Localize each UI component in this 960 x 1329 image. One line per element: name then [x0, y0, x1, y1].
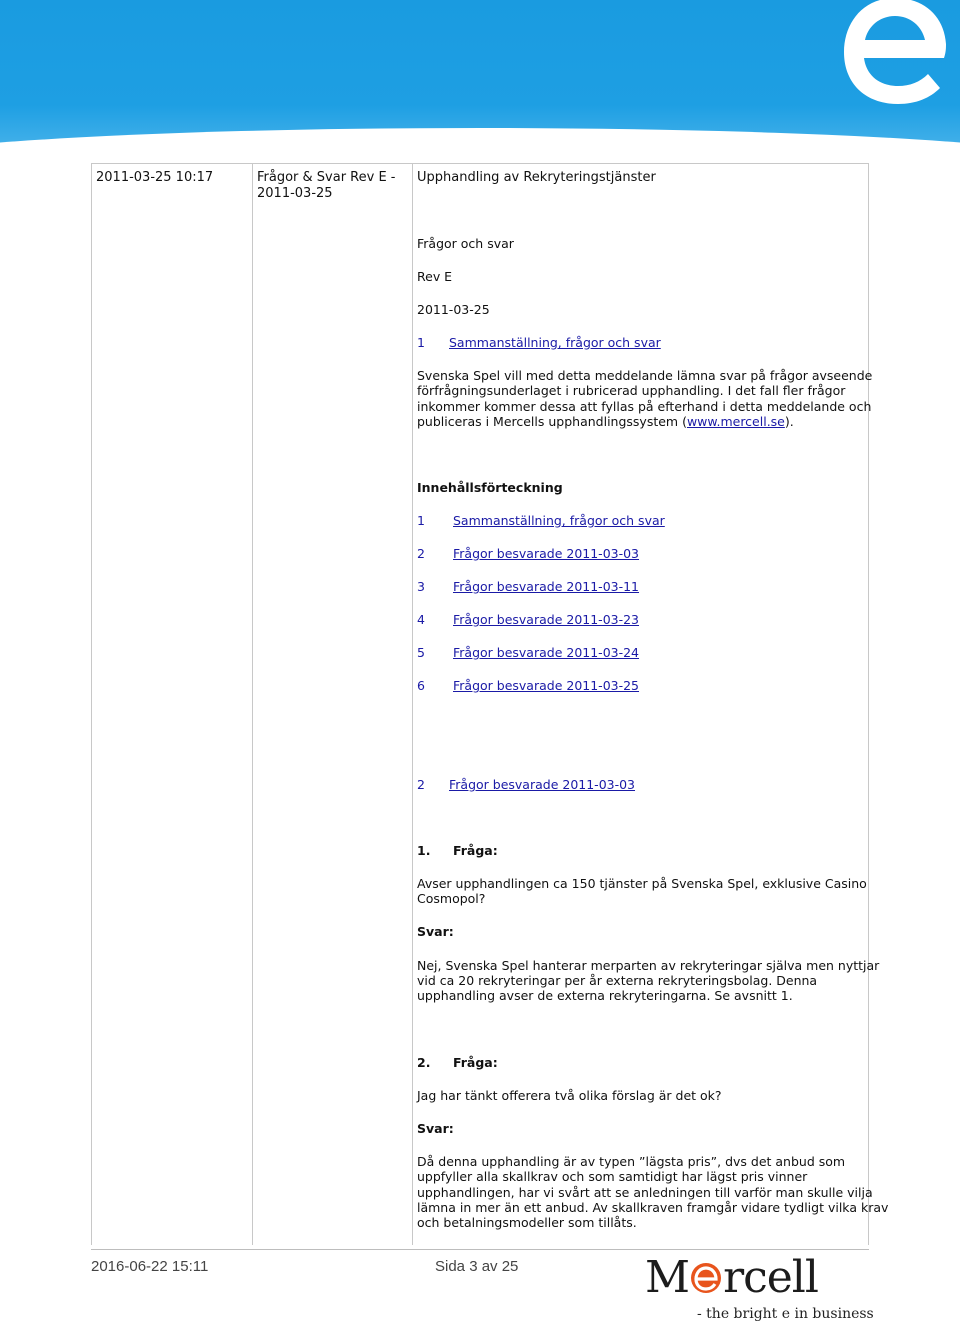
- question-text: Jag har tänkt offerera två olika förslag är det ok?: [417, 1088, 722, 1103]
- intro-line-last: [417, 414, 794, 430]
- toc-label: Frågor besvarade 2011-03-25: [453, 678, 640, 693]
- timestamp-cell: 2011-03-25 10:17: [96, 170, 214, 185]
- answer-label: Svar:: [417, 1121, 454, 1136]
- answer-text: upphandling avser de externa rekryteringarna. Se avsnitt 1.: [417, 988, 793, 1003]
- mercell-logo: [645, 1252, 874, 1322]
- answer-text: och betalningsmodeller som tillåts.: [417, 1215, 637, 1230]
- question-number: 1.: [417, 843, 431, 858]
- toc-label: Frågor besvarade 2011-03-11: [453, 579, 640, 594]
- toc-number: 5: [417, 645, 425, 660]
- answer-label: Svar:: [417, 924, 454, 939]
- toc-item[interactable]: [417, 546, 639, 562]
- section-2-link[interactable]: [417, 777, 635, 793]
- mercell-url-link[interactable]: www.mercell.se: [686, 414, 785, 429]
- document-table: [91, 163, 872, 1245]
- intro-line: förfrågningsunderlaget i rubricerad upphandling. I det fall fler frågor: [417, 383, 846, 398]
- toc-item[interactable]: [417, 513, 665, 529]
- brand-wordmark: [645, 1252, 818, 1304]
- answer-text: Då denna upphandling är av typen ”lägsta pris”, dvs det anbud som: [417, 1154, 846, 1169]
- header-band: [0, 0, 960, 150]
- toc-item[interactable]: [417, 645, 639, 661]
- question-label: Fråga:: [453, 843, 498, 858]
- intro-text: ).: [784, 414, 794, 429]
- toc-label: Frågor besvarade 2011-03-03: [453, 546, 640, 561]
- doc-date: 2011-03-25: [417, 302, 490, 317]
- toc-label: Frågor besvarade 2011-03-24: [453, 645, 640, 660]
- brand-tagline: - the bright e in business: [697, 1306, 874, 1322]
- question-1-header: [417, 843, 498, 859]
- question-text: Avser upphandlingen ca 150 tjänster på Svenska Spel, exklusive Casino: [417, 876, 867, 891]
- section-label: Frågor besvarade 2011-03-03: [449, 777, 636, 792]
- column-divider: [252, 163, 253, 1245]
- answer-text: Nej, Svenska Spel hanterar merparten av rekryteringar själva men nyttjar: [417, 958, 880, 973]
- column-divider: [412, 163, 413, 1245]
- document-name-cell-line2: 2011-03-25: [257, 186, 333, 201]
- answer-text: lämna in mer än ett anbud. Av skallkraven framgår vidare tydligt vilka krav: [417, 1200, 889, 1215]
- toc-number: 4: [417, 612, 425, 627]
- page-number: Sida 3 av 25: [435, 1258, 519, 1275]
- procurement-title: Upphandling av Rekryteringstjänster: [417, 170, 656, 185]
- answer-text: vid ca 20 rekryteringar per år externa rekryteringsbolag. Denna: [417, 973, 818, 988]
- toc-label: Frågor besvarade 2011-03-23: [453, 612, 640, 627]
- toc-number: 3: [417, 579, 425, 594]
- brand-prefix: M: [645, 1252, 690, 1303]
- toc-item[interactable]: [417, 579, 639, 595]
- section-label: Sammanställning, frågor och svar: [449, 335, 661, 350]
- doc-revision: Rev E: [417, 269, 453, 284]
- footer-timestamp: 2016-06-22 15:11: [91, 1258, 209, 1275]
- toc-label: Sammanställning, frågor och svar: [453, 513, 665, 528]
- section-number: 1: [417, 335, 425, 350]
- intro-line: inkommer kommer dessa att fyllas på efterhand i detta meddelande och: [417, 399, 872, 414]
- question-text: Cosmopol?: [417, 891, 486, 906]
- footer-divider: [91, 1249, 869, 1250]
- intro-line: Svenska Spel vill med detta meddelande lämna svar på frågor avseende: [417, 368, 873, 383]
- toc-item[interactable]: [417, 612, 639, 628]
- question-number: 2.: [417, 1055, 431, 1070]
- brand-suffix: rcell: [723, 1252, 818, 1303]
- question-label: Fråga:: [453, 1055, 498, 1070]
- answer-text: uppfyller alla skallkrav och som samtidigt har lägst pris vinner: [417, 1169, 808, 1184]
- doc-subtitle: Frågor och svar: [417, 236, 514, 251]
- answer-text: upphandlingen, har vi svårt att se anledningen till varför man skulle vilja: [417, 1185, 873, 1200]
- intro-text: publiceras i Mercells upphandlingssystem (: [417, 414, 687, 429]
- toc-item[interactable]: [417, 678, 639, 694]
- section-1-link[interactable]: [417, 335, 661, 351]
- toc-heading: Innehållsförteckning: [417, 480, 563, 495]
- section-number: 2: [417, 777, 425, 792]
- document-name-cell: Frågor & Svar Rev E -: [257, 170, 396, 185]
- toc-number: 6: [417, 678, 425, 693]
- toc-number: 2: [417, 546, 425, 561]
- mercell-e-icon: [689, 1260, 723, 1296]
- mercell-e-icon: [840, 0, 950, 110]
- toc-number: 1: [417, 513, 425, 528]
- question-2-header: [417, 1055, 498, 1071]
